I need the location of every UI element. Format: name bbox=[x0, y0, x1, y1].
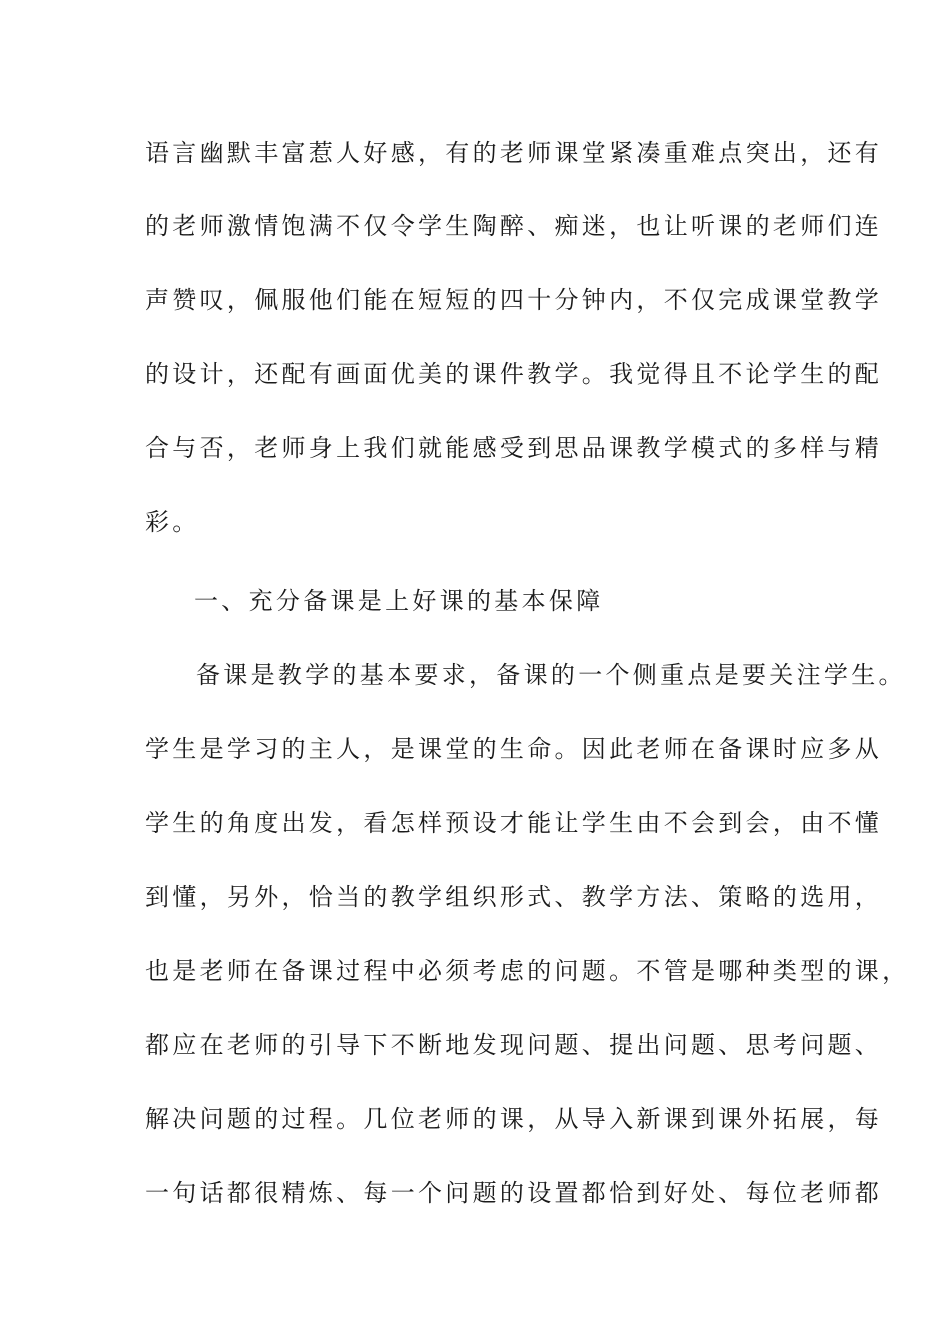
section-heading: 一、充分备课是上好课的基本保障 bbox=[194, 587, 604, 615]
paragraph-line: 解决问题的过程。几位老师的课，从导入新课到课外拓展，每 bbox=[145, 1105, 883, 1133]
paragraph-line: 合与否，老师身上我们就能感受到思品课教学模式的多样与精 bbox=[145, 434, 883, 462]
paragraph-line: 语言幽默丰富惹人好感，有的老师课堂紧凑重难点突出，还有 bbox=[145, 139, 883, 167]
paragraph-line: 学生是学习的主人，是课堂的生命。因此老师在备课时应多从 bbox=[145, 735, 883, 763]
paragraph-line: 备课是教学的基本要求，备课的一个侧重点是要关注学生。 bbox=[196, 661, 906, 689]
paragraph-line: 声赞叹，佩服他们能在短短的四十分钟内，不仅完成课堂教学 bbox=[145, 286, 883, 314]
paragraph-line: 的老师激情饱满不仅令学生陶醉、痴迷，也让听课的老师们连 bbox=[145, 212, 883, 240]
paragraph-line: 彩。 bbox=[145, 508, 200, 536]
paragraph-line: 都应在老师的引导下不断地发现问题、提出问题、思考问题、 bbox=[145, 1031, 883, 1059]
paragraph-line: 的设计，还配有画面优美的课件教学。我觉得且不论学生的配 bbox=[145, 360, 883, 388]
paragraph-line: 一句话都很精炼、每一个问题的设置都恰到好处、每位老师都 bbox=[145, 1179, 883, 1207]
paragraph-line: 学生的角度出发，看怎样预设才能让学生由不会到会，由不懂 bbox=[145, 809, 883, 837]
paragraph-line: 到懂，另外，恰当的教学组织形式、教学方法、策略的选用， bbox=[145, 883, 883, 911]
paragraph-line: 也是老师在备课过程中必须考虑的问题。不管是哪种类型的课， bbox=[145, 957, 910, 985]
